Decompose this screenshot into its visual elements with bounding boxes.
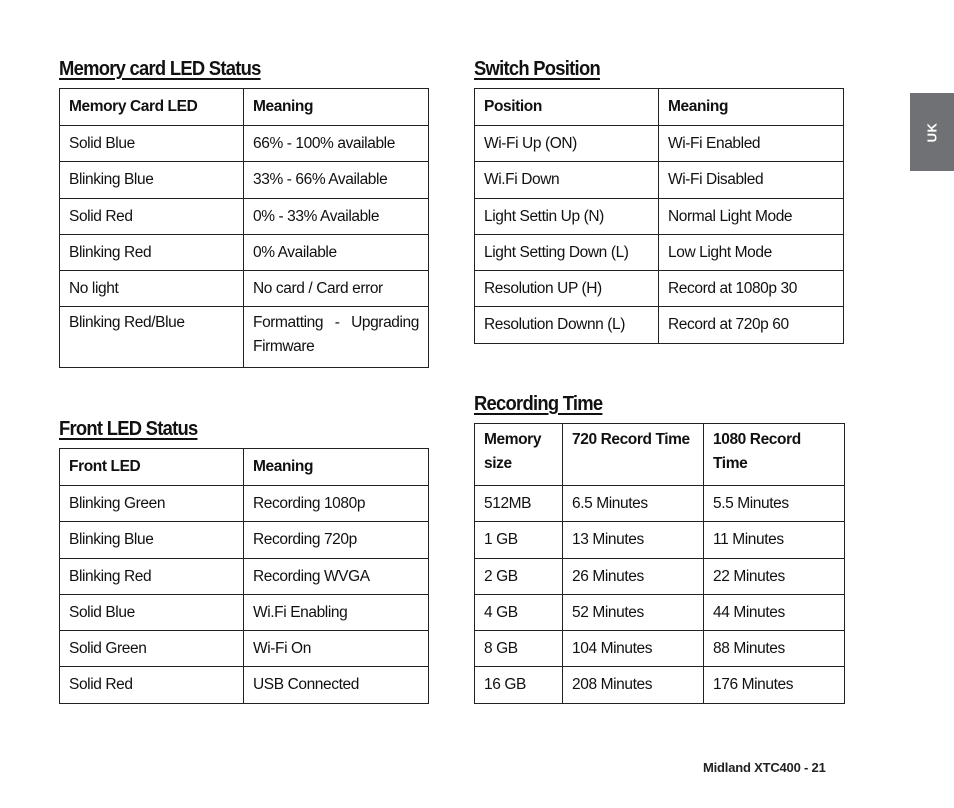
table-cell: Formatting - Upgrading Firmware <box>244 307 429 368</box>
language-tab-label: UK <box>924 122 940 142</box>
table-row <box>60 235 429 271</box>
table-header-row <box>475 424 845 486</box>
table-cell: Solid Red <box>60 199 244 235</box>
table-cell: Wi-Fi Up (ON) <box>475 126 659 162</box>
table-row <box>60 631 429 667</box>
table-cell: Low Light Mode <box>659 235 844 271</box>
column-header: Position <box>475 89 659 126</box>
table-cell: Blinking Red <box>60 559 244 595</box>
front-led-table <box>59 448 429 704</box>
memory-led-table <box>59 88 429 368</box>
table-cell: 52 Minutes <box>563 595 704 631</box>
table-cell: 0% - 33% Available <box>244 199 429 235</box>
memory-led-section <box>59 56 429 368</box>
table-cell: 88 Minutes <box>704 631 845 667</box>
table-cell: 22 Minutes <box>704 559 845 595</box>
table-row <box>60 559 429 595</box>
table-cell: Wi-Fi Enabled <box>659 126 844 162</box>
front-led-title: Front LED Status <box>59 418 198 440</box>
table-cell: 0% Available <box>244 235 429 271</box>
table-cell: 66% - 100% available <box>244 126 429 162</box>
table-cell: 176 Minutes <box>704 667 845 704</box>
table-row <box>475 271 844 307</box>
table-cell: 11 Minutes <box>704 522 845 559</box>
table-cell: 16 GB <box>475 667 563 704</box>
table-cell: Blinking Blue <box>60 162 244 199</box>
table-row <box>60 486 429 522</box>
table-cell: Blinking Green <box>60 486 244 522</box>
column-header: 720 Record Time <box>563 424 704 486</box>
table-cell: Wi.Fi Enabling <box>244 595 429 631</box>
table-row <box>475 235 844 271</box>
table-cell: 26 Minutes <box>563 559 704 595</box>
table-cell: 6.5 Minutes <box>563 486 704 522</box>
switch-position-section <box>474 56 844 344</box>
table-row <box>475 595 845 631</box>
column-header: 1080 Record Time <box>704 424 845 486</box>
page-footer: Midland XTC400 - 21 <box>703 760 826 775</box>
table-cell: Recording 1080p <box>244 486 429 522</box>
table-row <box>475 199 844 235</box>
table-cell: Blinking Red <box>60 235 244 271</box>
table-cell: Light Setting Down (L) <box>475 235 659 271</box>
recording-time-section <box>474 391 845 704</box>
column-header: Memory Card LED <box>60 89 244 126</box>
table-cell: 44 Minutes <box>704 595 845 631</box>
column-header: Meaning <box>244 89 429 126</box>
table-cell: Solid Blue <box>60 595 244 631</box>
column-header: Memory size <box>475 424 563 486</box>
memory-led-title: Memory card LED Status <box>59 58 261 80</box>
table-header-row <box>475 89 844 126</box>
table-cell: 8 GB <box>475 631 563 667</box>
table-row <box>475 631 845 667</box>
table-cell: No card / Card error <box>244 271 429 307</box>
table-row <box>475 667 845 704</box>
table-row <box>475 126 844 162</box>
table-cell: 2 GB <box>475 559 563 595</box>
table-row <box>60 162 429 199</box>
table-cell: 512MB <box>475 486 563 522</box>
front-led-section <box>59 416 429 704</box>
table-cell: Record at 1080p 30 <box>659 271 844 307</box>
recording-time-title: Recording Time <box>474 393 603 415</box>
table-row <box>475 307 844 344</box>
column-header: Meaning <box>659 89 844 126</box>
table-cell: Normal Light Mode <box>659 199 844 235</box>
table-row <box>475 559 845 595</box>
table-row <box>60 199 429 235</box>
table-cell: Solid Green <box>60 631 244 667</box>
table-cell: Resolution Downn (L) <box>475 307 659 344</box>
table-row <box>60 667 429 704</box>
table-row <box>60 126 429 162</box>
table-cell: Wi-Fi On <box>244 631 429 667</box>
column-header: Meaning <box>244 449 429 486</box>
table-cell: 5.5 Minutes <box>704 486 845 522</box>
switch-position-table <box>474 88 844 344</box>
table-row <box>60 271 429 307</box>
table-cell: Recording 720p <box>244 522 429 559</box>
table-cell: USB Connected <box>244 667 429 704</box>
table-row <box>60 522 429 559</box>
recording-time-table <box>474 423 845 704</box>
table-cell: 208 Minutes <box>563 667 704 704</box>
table-cell: Resolution UP (H) <box>475 271 659 307</box>
table-cell: 13 Minutes <box>563 522 704 559</box>
column-header: Front LED <box>60 449 244 486</box>
table-cell: Recording WVGA <box>244 559 429 595</box>
table-cell: Record at 720p 60 <box>659 307 844 344</box>
table-row <box>60 307 429 368</box>
table-cell: 1 GB <box>475 522 563 559</box>
table-cell: Blinking Blue <box>60 522 244 559</box>
table-cell: 4 GB <box>475 595 563 631</box>
table-row <box>60 595 429 631</box>
table-cell: 33% - 66% Available <box>244 162 429 199</box>
table-cell: Wi.Fi Down <box>475 162 659 199</box>
table-cell: Solid Red <box>60 667 244 704</box>
table-cell: Wi-Fi Disabled <box>659 162 844 199</box>
table-cell: Light Settin Up (N) <box>475 199 659 235</box>
table-header-row <box>60 89 429 126</box>
table-header-row <box>60 449 429 486</box>
table-row <box>475 522 845 559</box>
language-tab <box>910 93 954 171</box>
table-cell: Blinking Red/Blue <box>60 307 244 368</box>
switch-position-title: Switch Position <box>474 58 600 80</box>
table-cell: No light <box>60 271 244 307</box>
table-row <box>475 486 845 522</box>
table-cell: Solid Blue <box>60 126 244 162</box>
table-row <box>475 162 844 199</box>
table-cell: 104 Minutes <box>563 631 704 667</box>
